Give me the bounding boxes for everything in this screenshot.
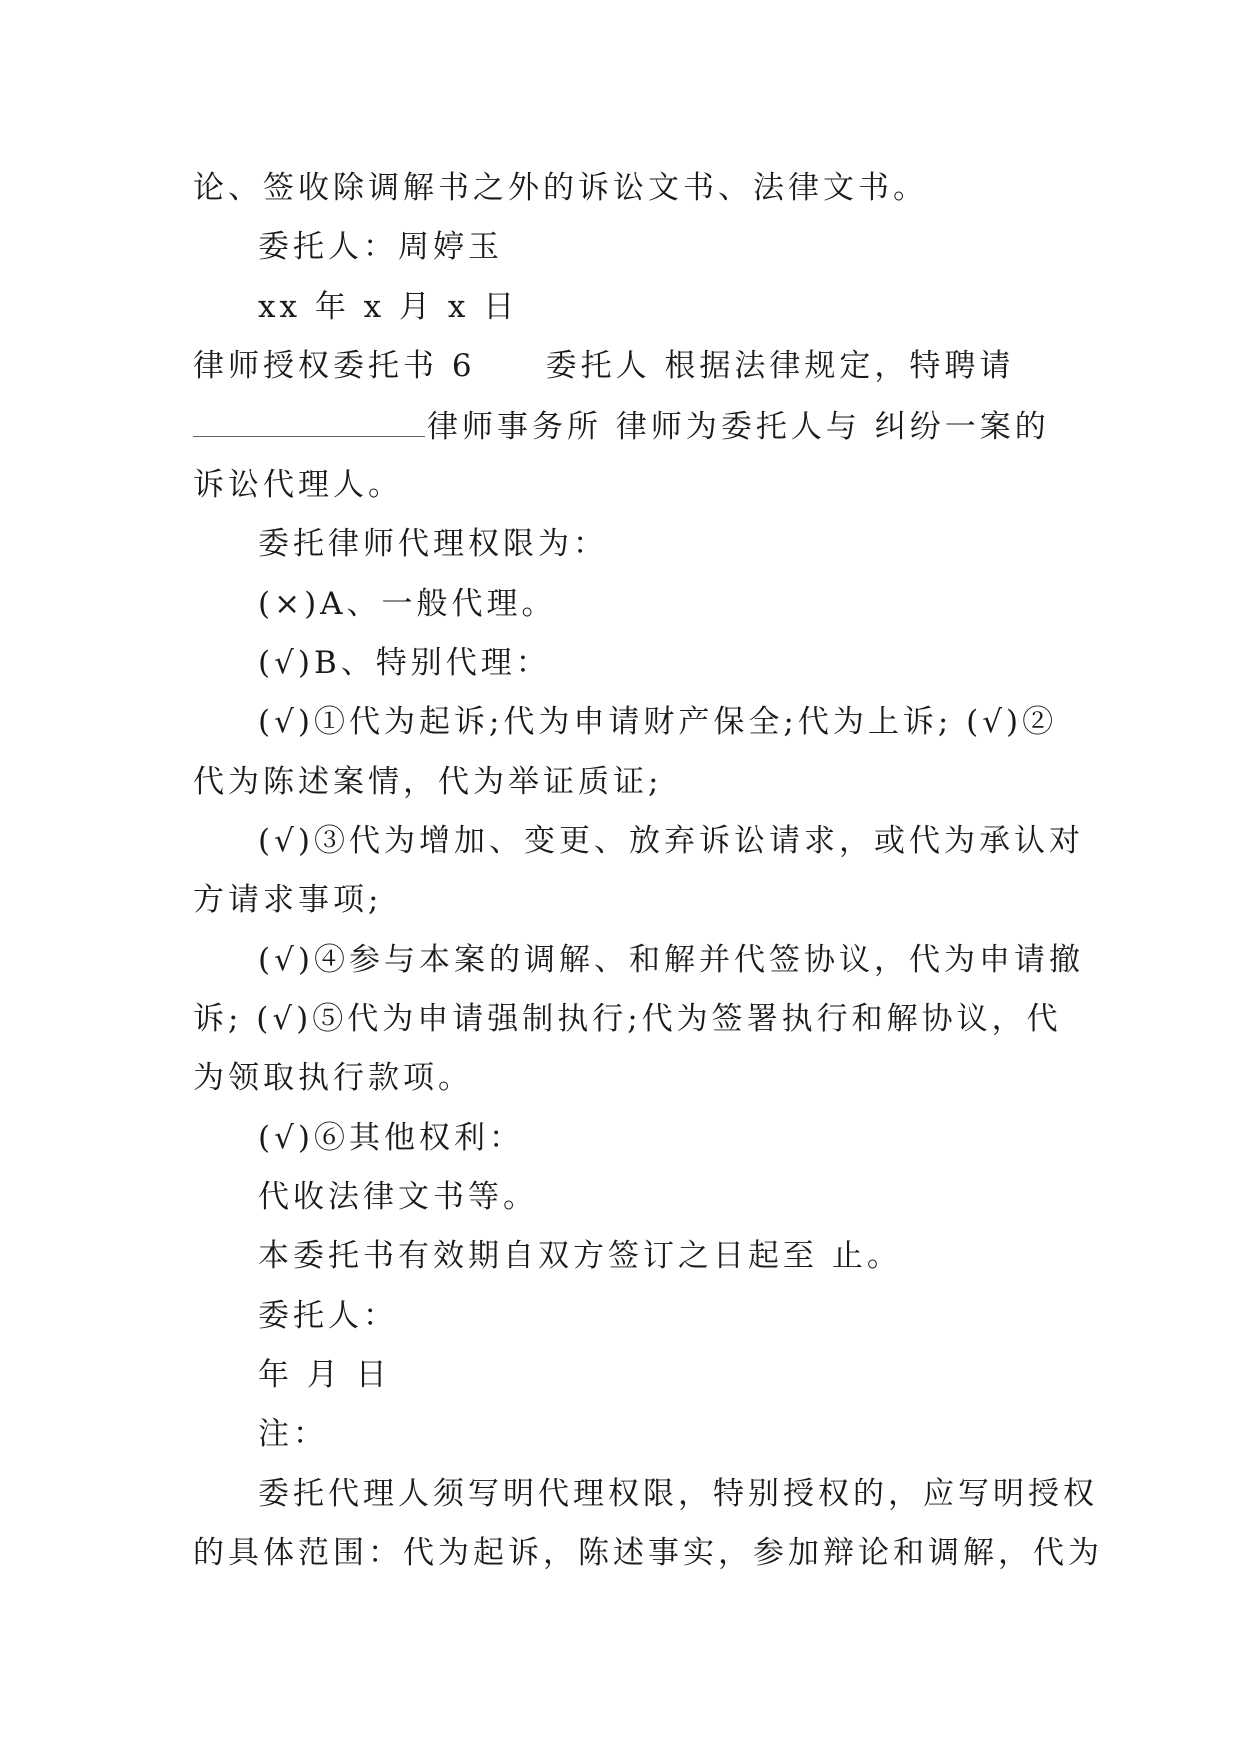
text-line: 代为陈述案情，代为举证质证; <box>193 764 663 800</box>
section-heading-line <box>193 346 1014 386</box>
text-line: 律师事务所 律师为委托人与 纠纷一案的 <box>427 409 1050 445</box>
text-line: 本委托书有效期自双方签订之日起至 止。 <box>258 1238 902 1274</box>
text-line: (×)A、一般代理。 <box>258 586 557 622</box>
text-line: 为领取执行款项。 <box>193 1060 473 1096</box>
text-line: 委托人：周婷玉 <box>258 229 503 265</box>
section-title: 律师授权委托书 6 <box>193 348 476 384</box>
text-line: 委托律师代理权限为： <box>258 526 608 562</box>
text-line: 的具体范围：代为起诉，陈述事实，参加辩论和调解，代为 <box>193 1535 1103 1571</box>
text-line: (√)⑥其他权利： <box>258 1120 524 1156</box>
text-line: 代收法律文书等。 <box>258 1179 538 1215</box>
text-line: 诉; (√)⑤代为申请强制执行;代为签署执行和解协议，代 <box>193 1001 1062 1037</box>
date-line: 年 月 日 <box>258 1357 391 1393</box>
text-line: xx 年 x 月 x 日 <box>258 289 519 325</box>
text-line-with-blank <box>193 406 1050 447</box>
text-line: 委托人： <box>258 1298 398 1334</box>
text-line: 论、签收除调解书之外的诉讼文书、法律文书。 <box>193 170 928 206</box>
text-line: (√)B、特别代理： <box>258 645 551 681</box>
text-line: 注： <box>258 1416 328 1452</box>
text-line: (√)④参与本案的调解、和解并代签协议，代为申请撤 <box>258 942 1084 978</box>
text-line: (√)①代为起诉;代为申请财产保全;代为上诉; (√)② <box>258 704 1058 740</box>
text-line: 诉讼代理人。 <box>193 467 403 503</box>
text-line: 委托代理人须写明代理权限，特别授权的，应写明授权 <box>258 1476 1098 1512</box>
text-line: 委托人 根据法律规定，特聘请 <box>545 348 1015 384</box>
text-line: (√)③代为增加、变更、放弃诉讼请求，或代为承认对 <box>258 823 1084 859</box>
text-line: 方请求事项; <box>193 882 383 918</box>
fill-in-blank <box>193 406 425 437</box>
